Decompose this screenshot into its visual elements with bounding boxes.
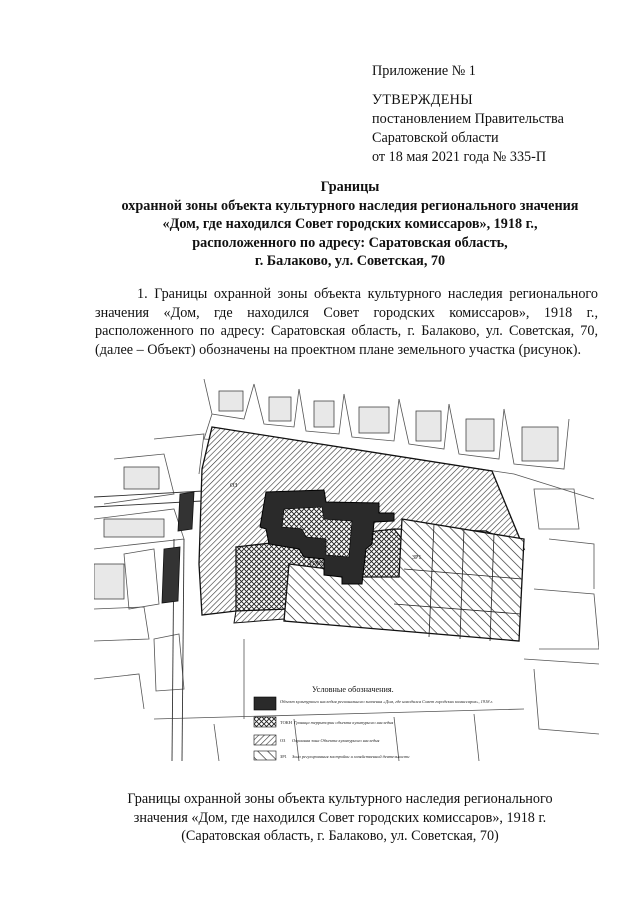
title-line-5: г. Балаково, ул. Советская, 70 [254,253,446,270]
site-plan-map [94,379,599,761]
approved-line-1: постановлением Правительства [372,111,564,127]
approved-line-3: от 18 мая 2021 года № 335-П [372,149,547,165]
legend-swatch-oz [254,735,276,745]
legend-item-4-code: ЗР1 [280,754,287,759]
paragraph-text: 1. Границы охранной зоны объекта культурного наследия регионального значения «Дом, где находился Совет городских комиссаров», 1918 г., расположенного по адресу: Саратовская область, г. Балаково, ул. Советская, 70, (далее – Объект) обозначены на проектном плане земельного участка (рисунок). [95,286,598,358]
map-label-oz: ОЗ [230,483,238,489]
title-line-4: расположенного по адресу: Саратовская область, [192,234,508,251]
appendix-label: Приложение № 1 [372,63,476,79]
legend-item-3-text: Охранная зона Объекта культурного наследия [292,738,380,743]
title-line-2: охранной зоны объекта культурного наследия регионального значения [121,197,579,214]
legend-item-3-code: ОЗ [280,738,286,743]
legend-item-1-text: Объект культурного наследия регионального значения «Дом, где находился Совет городских комиссаров», 1918 г. [280,699,494,704]
legend-swatch-tokn [254,717,276,727]
approval-block [372,91,564,167]
caption-line-1: Границы охранной зоны объекта культурного наследия регионального [127,791,553,807]
caption-line-2: значения «Дом, где находился Совет городских комиссаров», 1918 г. [133,809,547,826]
legend-item-4-text: Зона регулирования застройки и хозяйственной деятельности [292,754,410,759]
legend-swatch-building [254,697,276,710]
title-line-1: Границы [320,179,380,195]
approved-line-2: Саратовской области [372,130,499,146]
legend-swatch-zr1 [254,751,276,760]
approved-title: УТВЕРЖДЕНЫ [372,92,473,108]
figure-caption [60,790,620,846]
map-label-zr1: ЗР1 [412,555,422,561]
legend-item-2-text: Граница территории объекта культурного наследия [294,720,394,725]
map-label-tokn: ТОКН [309,561,326,567]
document-title [60,178,640,271]
legend-title: Условные обозначения. [312,685,394,694]
legend-item-2-code: ТОКН [280,720,292,725]
title-line-3: «Дом, где находился Совет городских комиссаров», 1918 г., [162,216,538,233]
caption-line-3: (Саратовская область, г. Балаково, ул. Советская, 70) [181,828,499,845]
paragraph-1 [95,285,598,359]
